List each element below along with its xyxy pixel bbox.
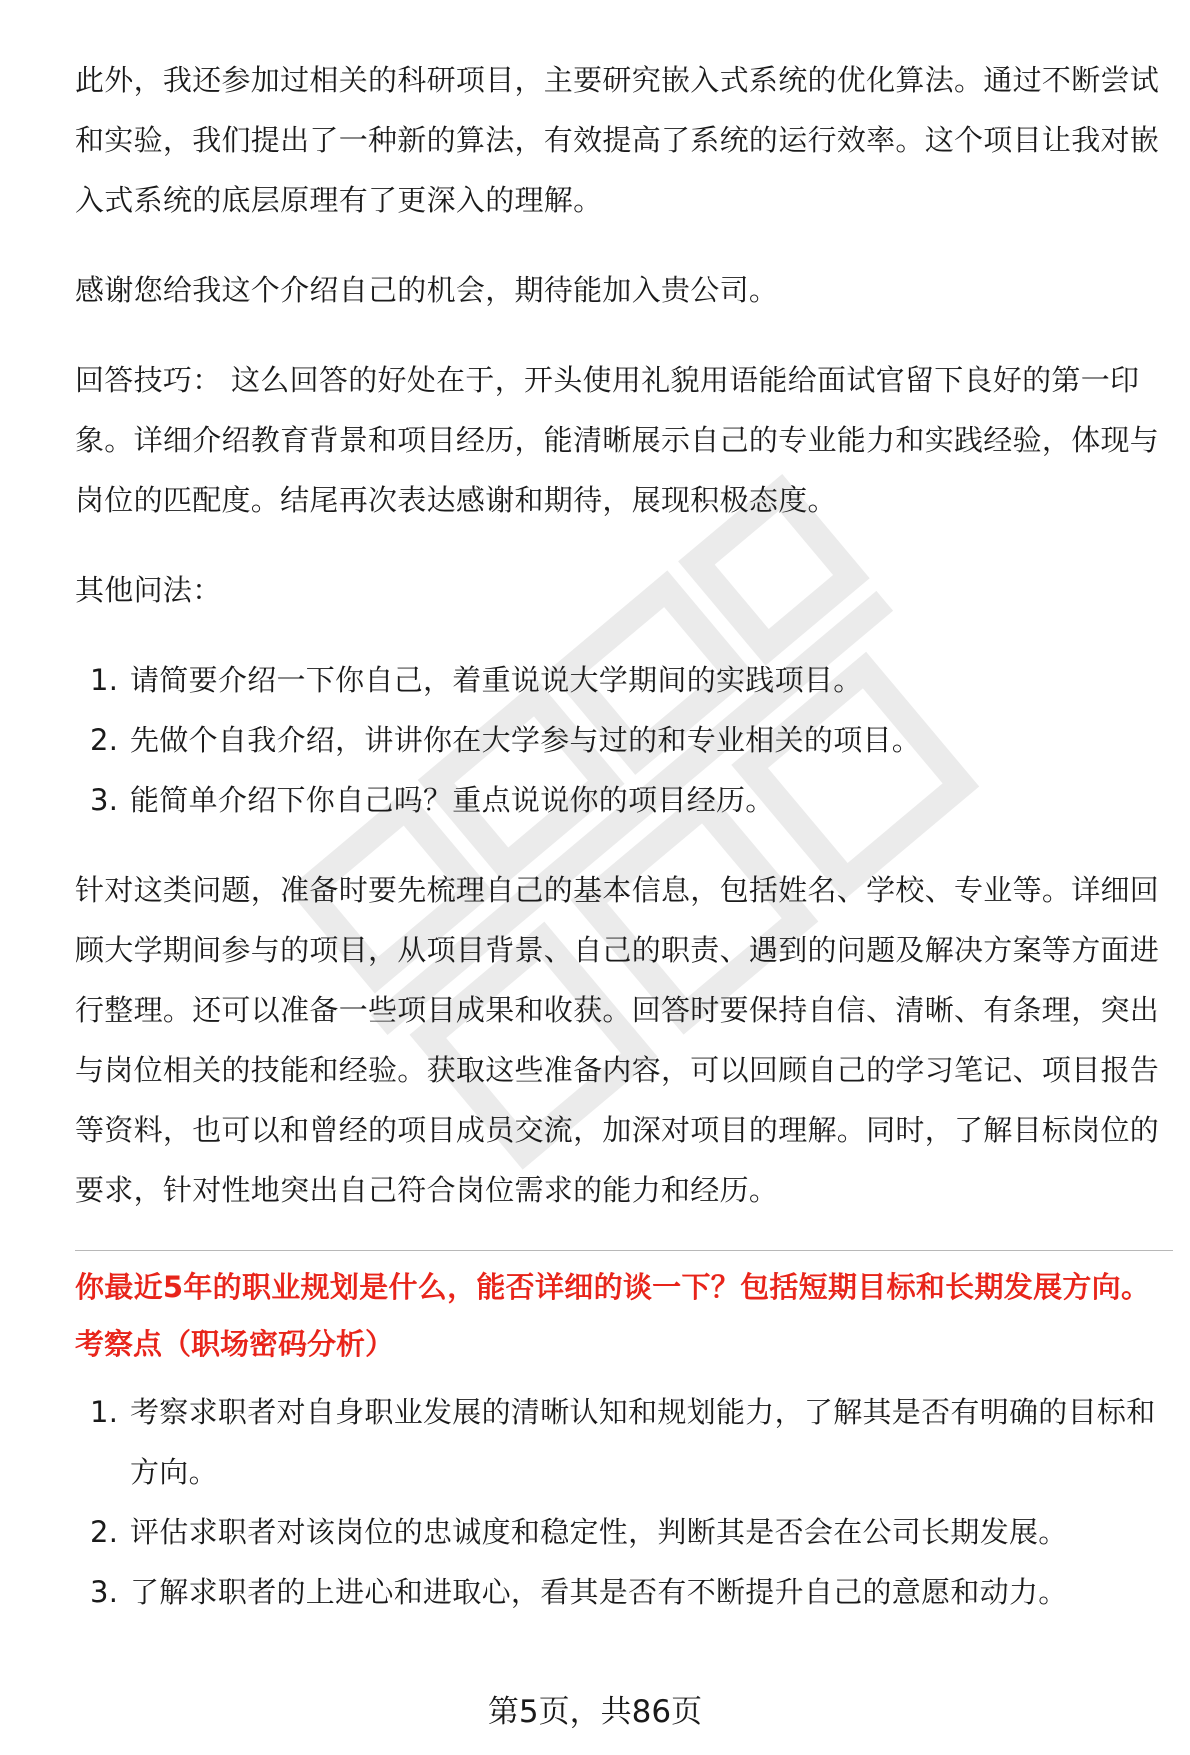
list-item	[75, 650, 1170, 710]
list-number: 1.	[90, 663, 119, 697]
list-item-text: 能简单介绍下你自己吗？重点说说你的项目经历。	[130, 783, 775, 817]
question-heading: 你最近5年的职业规划是什么，能否详细的谈一下？包括短期目标和长期发展方向。	[75, 1270, 1151, 1304]
assessment-points-list	[75, 1382, 1170, 1622]
paragraph-research-project: 此外，我还参加过相关的科研项目，主要研究嵌入式系统的优化算法。通过不断尝试和实验，我们提出了一种新的算法，有效提高了系统的运行效率。这个项目让我对嵌入式系统的底层原理有了更深入的理解。	[75, 63, 1160, 217]
paragraph-answer-tips: 回答技巧： 这么回答的好处在于，开头使用礼貌用语能给面试官留下良好的第一印象。详细介绍教育背景和项目经历，能清晰展示自己的专业能力和实践经验，体现与岗位的匹配度。结尾再次表达感谢和期待，展现积极态度。	[75, 363, 1160, 517]
list-number: 2.	[90, 1515, 119, 1549]
list-number: 3.	[90, 783, 119, 817]
list-item-text: 了解求职者的上进心和进取心，看其是否有不断提升自己的意愿和动力。	[130, 1575, 1068, 1609]
list-item	[75, 770, 1170, 830]
paragraph-thanks: 感谢您给我这个介绍自己的机会，期待能加入贵公司。	[75, 273, 779, 307]
assessment-points-heading: 考察点（职场密码分析）	[75, 1327, 395, 1361]
list-item	[75, 710, 1170, 770]
section-divider	[75, 1250, 1173, 1251]
page-number-footer: 第5页，共86页	[487, 1694, 703, 1730]
main-content	[75, 50, 1170, 1652]
other-questions-list	[75, 650, 1170, 830]
list-number: 1.	[90, 1395, 119, 1429]
list-item-text: 先做个自我介绍，讲讲你在大学参与过的和专业相关的项目。	[130, 723, 922, 757]
list-item-text: 考察求职者对自身职业发展的清晰认知和规划能力，了解其是否有明确的目标和方向。	[130, 1395, 1156, 1489]
paragraph-preparation-advice: 针对这类问题，准备时要先梳理自己的基本信息，包括姓名、学校、专业等。详细回顾大学期间参与的项目，从项目背景、自己的职责、遇到的问题及解决方案等方面进行整理。还可以准备一些项目成果和收获。回答时要保持自信、清晰、有条理，突出与岗位相关的技能和经验。获取这些准备内容，可以回顾自己的学习笔记、项目报告等资料，也可以和曾经的项目成员交流，加深对项目的理解。同时，了解目标岗位的要求，针对性地突出自己符合岗位需求的能力和经历。	[75, 873, 1160, 1207]
list-item	[75, 1382, 1170, 1502]
paragraph-other-questions-label: 其他问法：	[75, 573, 222, 607]
list-number: 2.	[90, 723, 119, 757]
list-item	[75, 1502, 1170, 1562]
list-item	[75, 1562, 1170, 1622]
list-item-text: 评估求职者对该岗位的忠诚度和稳定性，判断其是否会在公司长期发展。	[130, 1515, 1068, 1549]
list-number: 3.	[90, 1575, 119, 1609]
list-item-text: 请简要介绍一下你自己，着重说说大学期间的实践项目。	[130, 663, 863, 697]
